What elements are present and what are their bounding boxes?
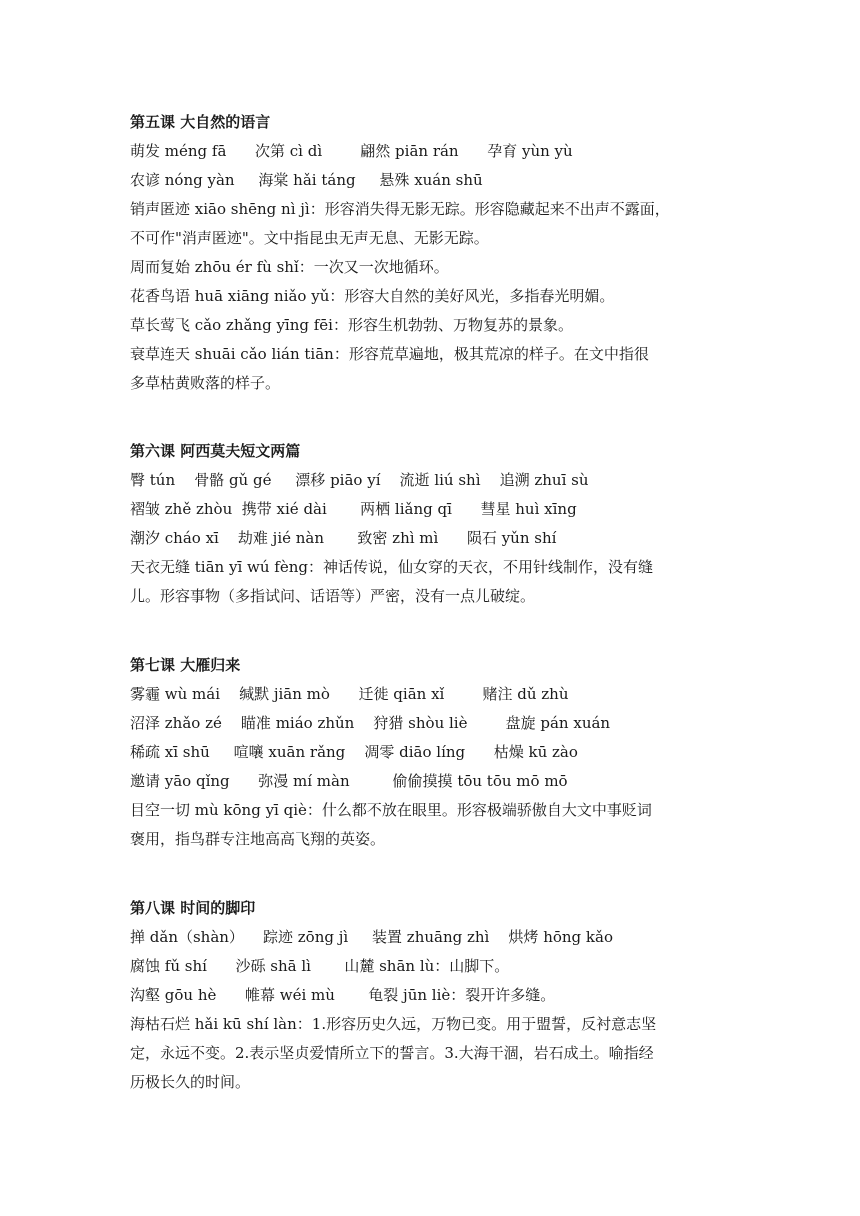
text-line: 沼泽 zhǎo zé 瞄准 miáo zhǔn 狩猎 shòu liè 盘旋 pán xuán — [130, 714, 611, 732]
text-line: 周而复始 zhōu ér fù shǐ：一次又一次地循环。 — [130, 258, 449, 276]
text-line: 天衣无缝 tiān yī wú fèng：神话传说，仙女穿的天衣，不用针线制作，没有缝 — [130, 558, 653, 576]
text-line: 雾霾 wù mái 缄默 jiān mò 迁徙 qiān xǐ 赌注 dǔ zhù — [130, 685, 569, 703]
text-line: 草长莺飞 cǎo zhǎng yīng fēi：形容生机勃勃、万物复苏的景象。 — [130, 316, 573, 334]
text-line: 目空一切 mù kōng yī qiè：什么都不放在眼里。形容极端骄傲自大文中事贬词 — [130, 801, 652, 819]
text-line: 衰草连天 shuāi cǎo lián tiān：形容荒草遍地，极其荒凉的样子。在文中指很 — [130, 345, 649, 363]
text-line: 多草枯黄败落的样子。 — [130, 374, 281, 392]
text-line: 腐蚀 fǔ shí 沙砾 shā lì 山麓 shān lù：山脚下。 — [130, 957, 510, 975]
text-line: 海枯石烂 hǎi kū shí làn：1.形容历史久远，万物已变。用于盟誓，反衬意志坚 — [130, 1015, 657, 1033]
text-line: 褒用，指鸟群专注地高高飞翔的英姿。 — [130, 830, 386, 848]
text-line: 不可作"消声匿迹"。文中指昆虫无声无息、无影无踪。 — [130, 229, 489, 247]
section-title: 第五课 大自然的语言 — [130, 113, 271, 131]
text-line: 花香鸟语 huā xiāng niǎo yǔ：形容大自然的美好风光，多指春光明媚。 — [130, 287, 615, 305]
text-line: 历极长久的时间。 — [130, 1073, 251, 1091]
text-line: 稀疏 xī shū 喧嚷 xuān rǎng 凋零 diāo líng 枯燥 kū zào — [130, 743, 578, 761]
text-line: 定，永远不变。2.表示坚贞爱情所立下的誓言。3.大海干涸，岩石成土。喻指经 — [130, 1044, 654, 1062]
section-title: 第六课 阿西莫夫短文两篇 — [130, 442, 301, 460]
text-line: 潮汐 cháo xī 劫难 jié nàn 致密 zhì mì 陨石 yǔn shí — [130, 529, 557, 547]
text-line: 农谚 nóng yàn 海棠 hǎi táng 悬殊 xuán shū — [130, 171, 483, 189]
text-line: 掸 dǎn（shàn） 踪迹 zōng jì 装置 zhuāng zhì 烘烤 hōng kǎo — [130, 928, 613, 946]
text-line: 儿。形容事物（多指试问、话语等）严密，没有一点儿破绽。 — [130, 587, 536, 605]
text-line: 沟壑 gōu hè 帷幕 wéi mù 龟裂 jūn liè：裂开许多缝。 — [130, 986, 556, 1004]
text-line: 销声匿迹 xiāo shēng nì jì：形容消失得无影无踪。形容隐藏起来不出声不露面， — [130, 200, 670, 218]
text-line: 臀 tún 骨骼 gǔ gé 漂移 piāo yí 流逝 liú shì 追溯 zhuī sù — [130, 471, 589, 489]
text-line: 褶皱 zhě zhòu 携带 xié dài 两栖 liǎng qī 彗星 huì xīng — [130, 500, 577, 518]
section-title: 第七课 大雁归来 — [130, 656, 241, 674]
text-line: 邀请 yāo qǐng 弥漫 mí màn 偷偷摸摸 tōu tōu mō mō — [130, 772, 568, 790]
text-line: 萌发 méng fā 次第 cì dì 翩然 piān rán 孕育 yùn yù — [130, 142, 573, 160]
section-title: 第八课 时间的脚印 — [130, 899, 256, 917]
